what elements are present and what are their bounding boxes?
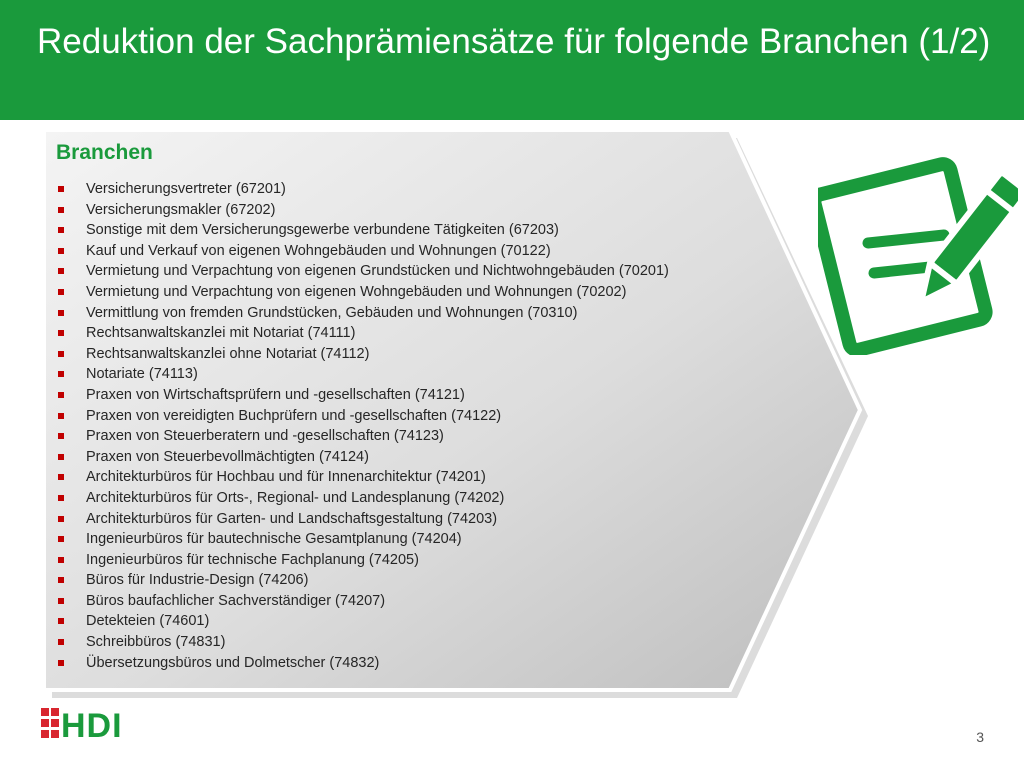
bullet-icon — [58, 433, 64, 439]
panel-heading: Branchen — [56, 141, 153, 164]
bullet-icon — [58, 207, 64, 213]
list-item: Versicherungsmakler (67202) — [56, 200, 796, 221]
list-item: Kauf und Verkauf von eigenen Wohngebäuden und Wohnungen (70122) — [56, 241, 796, 262]
list-item: Schreibbüros (74831) — [56, 632, 796, 653]
bullet-icon — [58, 598, 64, 604]
bullet-icon — [58, 474, 64, 480]
list-item: Architekturbüros für Hochbau und für Innenarchitektur (74201) — [56, 467, 796, 488]
list-item: Sonstige mit dem Versicherungsgewerbe verbundene Tätigkeiten (67203) — [56, 220, 796, 241]
list-item: Ingenieurbüros für bautechnische Gesamtplanung (74204) — [56, 529, 796, 550]
list-item: Praxen von vereidigten Buchprüfern und -gesellschaften (74122) — [56, 406, 796, 427]
list-item: Rechtsanwaltskanzlei ohne Notariat (74112) — [56, 344, 796, 365]
page-number: 3 — [976, 729, 984, 745]
list-item: Versicherungsvertreter (67201) — [56, 179, 796, 200]
bullet-icon — [58, 371, 64, 377]
document-pencil-icon — [818, 155, 1018, 355]
list-item: Vermittlung von fremden Grundstücken, Gebäuden und Wohnungen (70310) — [56, 303, 796, 324]
bullet-icon — [58, 660, 64, 666]
bullet-icon — [58, 536, 64, 542]
list-item: Praxen von Steuerbevollmächtigten (74124) — [56, 447, 796, 468]
bullet-icon — [58, 310, 64, 316]
bullet-icon — [58, 639, 64, 645]
bullet-icon — [58, 330, 64, 336]
bullet-icon — [58, 248, 64, 254]
list-item: Praxen von Steuerberatern und -gesellschaften (74123) — [56, 426, 796, 447]
list-item: Praxen von Wirtschaftsprüfern und -gesellschaften (74121) — [56, 385, 796, 406]
bullet-icon — [58, 557, 64, 563]
bullet-icon — [58, 268, 64, 274]
svg-text:HDI: HDI — [61, 708, 123, 738]
bullet-icon — [58, 516, 64, 522]
list-item: Vermietung und Verpachtung von eigenen Wohngebäuden und Wohnungen (70202) — [56, 282, 796, 303]
bullet-icon — [58, 227, 64, 233]
bullet-icon — [58, 454, 64, 460]
bullet-icon — [58, 186, 64, 192]
list-item: Architekturbüros für Garten- und Landschaftsgestaltung (74203) — [56, 509, 796, 530]
bullet-icon — [58, 289, 64, 295]
list-item: Büros für Industrie-Design (74206) — [56, 570, 796, 591]
list-item: Ingenieurbüros für technische Fachplanung (74205) — [56, 550, 796, 571]
slide-title: Reduktion der Sachprämiensätze für folgende Branchen (1/2) — [37, 22, 991, 61]
bullet-icon — [58, 413, 64, 419]
branchen-list — [56, 179, 796, 673]
list-item: Architekturbüros für Orts-, Regional- und Landesplanung (74202) — [56, 488, 796, 509]
branchen-panel — [56, 141, 796, 673]
bullet-icon — [58, 618, 64, 624]
list-item: Übersetzungsbüros und Dolmetscher (74832) — [56, 653, 796, 674]
hdi-logo — [41, 708, 131, 738]
list-item: Detekteien (74601) — [56, 611, 796, 632]
list-item: Büros baufachlicher Sachverständiger (74207) — [56, 591, 796, 612]
bullet-icon — [58, 577, 64, 583]
list-item: Rechtsanwaltskanzlei mit Notariat (74111) — [56, 323, 796, 344]
bullet-icon — [58, 495, 64, 501]
bullet-icon — [58, 351, 64, 357]
bullet-icon — [58, 392, 64, 398]
list-item: Notariate (74113) — [56, 364, 796, 385]
list-item: Vermietung und Verpachtung von eigenen Grundstücken und Nichtwohngebäuden (70201) — [56, 261, 796, 282]
